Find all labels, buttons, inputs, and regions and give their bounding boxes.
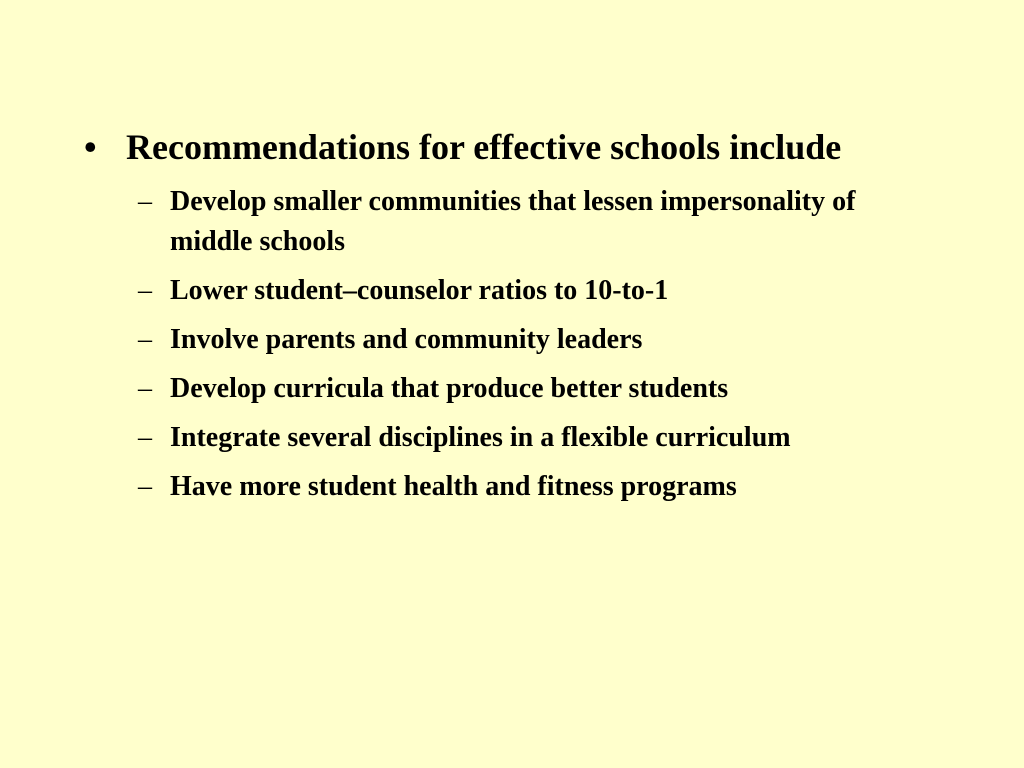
dash-marker: – [138, 186, 152, 217]
sub-bullet-item [132, 271, 892, 311]
dash-marker: – [138, 324, 152, 355]
dash-marker: – [138, 422, 152, 453]
sub-bullet-text: Lower student–counselor ratios to 10-to-1 [170, 275, 669, 306]
sub-bullet-text: Have more student health and fitness programs [170, 471, 737, 502]
sub-bullet-item [132, 369, 892, 409]
dash-marker: – [138, 373, 152, 404]
sub-bullet-item [132, 467, 892, 507]
dash-marker: – [138, 471, 152, 502]
sub-bullet-text: Develop curricula that produce better students [170, 373, 729, 404]
dash-marker: – [138, 275, 152, 306]
main-bullet-text: Recommendations for effective schools include [126, 127, 842, 167]
sub-bullet-text: Integrate several disciplines in a flexible curriculum [170, 422, 791, 453]
sub-bullet-item [132, 182, 892, 262]
sub-bullet-item [132, 418, 892, 458]
sub-bullet-text: Develop smaller communities that lessen impersonality of middle schools [170, 186, 856, 257]
bullet-marker: • [84, 127, 97, 167]
sub-bullet-item [132, 320, 892, 360]
sub-bullet-text: Involve parents and community leaders [170, 324, 643, 355]
sub-bullet-list [132, 182, 892, 516]
main-bullet [84, 127, 964, 167]
